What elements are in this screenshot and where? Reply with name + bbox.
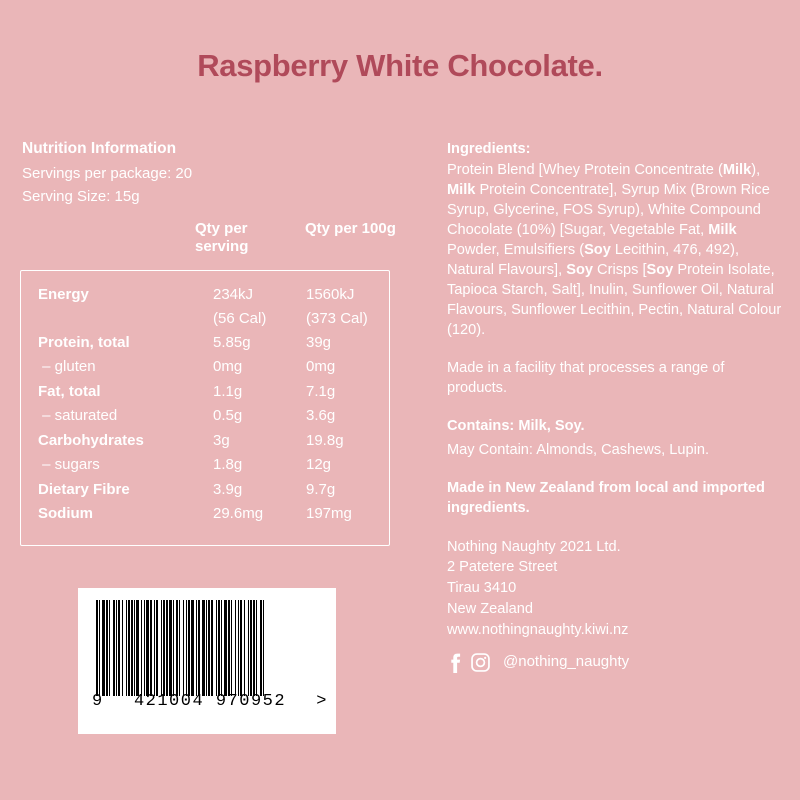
row-value-serving: 3g [213,431,230,449]
row-value-serving: 0mg [213,358,243,375]
row-label: Dietary Fibre [38,480,130,498]
row-value-serving: 5.85g [213,333,251,351]
column-header-per-serving: Qty per serving [195,219,249,256]
barcode-left-digit: 9 [92,692,104,711]
table-row [21,480,389,505]
row-value-100g: 0mg [306,358,336,375]
table-row [21,504,389,529]
row-label: Protein, total [38,333,130,351]
row-label: – gluten [38,358,96,375]
row-value-100g: 197mg [306,505,352,522]
website-url[interactable]: www.nothingnaughty.kiwi.nz [447,621,629,638]
address-line-2: 2 Patetere Street [447,559,558,576]
row-value-100g: 1560kJ [306,285,355,303]
social-links [447,652,785,673]
social-handle: @nothing_naughty [503,653,630,671]
table-row [21,382,389,407]
nutrition-panel [20,140,420,546]
row-label: – saturated [38,407,118,424]
row-value-100g-cal: (373 Cal) [306,309,368,327]
row-value-serving-cal: (56 Cal) [213,309,267,327]
ingredients-heading: Ingredients: [447,141,531,157]
table-row [21,431,389,456]
company-address [447,537,785,641]
contains-statement: Contains: Milk, Soy. [447,417,585,434]
table-row [21,333,389,358]
page-title: Raspberry White Chocolate. [197,48,603,83]
row-value-100g: 12g [306,456,332,473]
origin-statement: Made in New Zealand from local and imported ingredients. [447,479,765,516]
barcode-digits: 421004 970952 [133,692,287,711]
ingredients-text: Protein Blend [Whey Protein Concentrate (Milk), Milk Protein Concentrate], Syrup Mix (Brown Rice Syrup, Glycerine, FOS Syrup), White Compound Chocolate (10%) [Sugar, Vegetable Fat, Milk Powder, Emulsifiers (Soy Lecithin, 476, 492), Natural Flavours], Soy Crisps [Soy Protein Isolate, Tapioca Starch, Salt], Inulin, Sunflower Oil, Natural Flavours, Sunflower Lecithin, Pectin, Natural Colour (120). [447,161,782,338]
row-value-serving: 3.9g [213,480,243,498]
table-row [21,357,389,382]
nutrition-heading: Nutrition Information [22,140,177,157]
barcode [78,588,336,734]
facility-note: Made in a facility that processes a range of products. [447,359,725,396]
row-value-100g: 9.7g [306,480,336,498]
row-label: Fat, total [38,382,101,400]
facebook-icon[interactable] [447,653,462,673]
row-value-serving: 29.6mg [213,505,264,522]
barcode-right-marker: > [316,692,328,711]
address-line-3: Tirau 3410 [447,580,517,597]
row-label: Carbohydrates [38,431,144,449]
serving-size: Serving Size: 15g [22,187,140,205]
table-row [21,406,389,431]
row-label: – sugars [38,456,100,473]
may-contain-statement: May Contain: Almonds, Cashews, Lupin. [447,441,710,458]
row-label: Energy [38,285,89,303]
barcode-number [92,692,328,711]
barcode-bars [96,600,318,696]
nutrition-table [20,270,390,546]
address-line-1: Nothing Naughty 2021 Ltd. [447,538,621,555]
row-value-100g: 3.6g [306,407,336,424]
nutrition-column-headers [20,220,420,266]
row-value-serving: 0.5g [213,407,243,424]
row-value-100g: 39g [306,333,332,351]
row-value-serving: 1.1g [213,382,243,400]
instagram-icon[interactable] [471,653,490,672]
column-header-per-100g: Qty per 100g [305,219,396,237]
table-row [21,455,389,480]
servings-per-package: Servings per package: 20 [22,165,193,182]
address-line-4: New Zealand [447,600,533,617]
row-value-100g: 7.1g [306,382,336,400]
ingredients-panel [447,140,785,673]
row-value-100g: 19.8g [306,431,344,449]
row-value-serving: 234kJ [213,285,254,303]
row-label: Sodium [38,505,93,522]
row-value-serving: 1.8g [213,456,243,473]
table-row [21,285,389,333]
